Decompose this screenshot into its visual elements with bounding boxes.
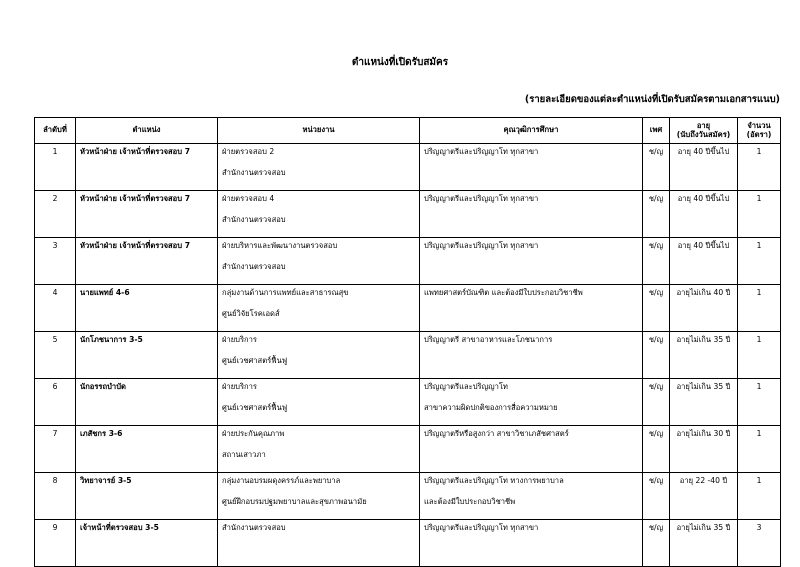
- page-subtitle: (รายละเอียดของแต่ละตำแหน่งที่เปิดรับสมัครตามเอกสารแนบ): [524, 94, 780, 105]
- cell-qualification: [420, 332, 643, 379]
- table-row: [35, 473, 781, 520]
- cell-qual-line2: และต้องมีใบประกอบวิชาชีพ: [424, 496, 516, 506]
- cell-position: หัวหน้าฝ่าย เจ้าหน้าที่ตรวจสอบ 7: [76, 238, 218, 285]
- cell-unit-line1: ฝ่ายบริหารและพัฒนางานตรวจสอบ: [222, 241, 338, 250]
- cell-count: 1: [738, 191, 781, 238]
- cell-no: 8: [35, 473, 76, 520]
- cell-no: 3: [35, 238, 76, 285]
- table-row: [35, 144, 781, 191]
- cell-unit: [218, 332, 420, 379]
- cell-qualification: [420, 426, 643, 473]
- cell-age: อายุไม่เกิน 35 ปี: [670, 520, 738, 567]
- cell-sex: ช/ญ: [643, 473, 670, 520]
- cell-unit-line1: กลุ่มงานด้านการแพทย์และสาธารณสุข: [222, 288, 349, 297]
- header-count-line2: (อัตรา): [746, 129, 772, 139]
- cell-position: วิทยาจารย์ 3-5: [76, 473, 218, 520]
- cell-sex: ช/ญ: [643, 426, 670, 473]
- table-row: [35, 379, 781, 426]
- table-row: [35, 426, 781, 473]
- cell-unit-line2: สำนักงานตรวจสอบ: [222, 261, 286, 271]
- cell-count: 1: [738, 144, 781, 191]
- cell-qual-line1: ปริญญาตรีหรือสูงกว่า สาขาวิชาเภสัชศาสตร์: [424, 429, 569, 438]
- table-row: [35, 332, 781, 379]
- header-age-line1: อายุ: [696, 120, 711, 130]
- positions-table: [34, 117, 781, 567]
- cell-no: 7: [35, 426, 76, 473]
- cell-qualification: [420, 285, 643, 332]
- cell-qual-line1: ปริญญาตรีและปริญญาโท: [424, 382, 508, 391]
- header-count-line1: จำนวน: [747, 120, 771, 130]
- cell-qual-line1: ปริญญาตรีและปริญญาโท ทุกสาขา: [424, 241, 539, 250]
- cell-qualification: [420, 238, 643, 285]
- header-position: ตำแหน่ง: [76, 118, 218, 144]
- cell-count: 1: [738, 426, 781, 473]
- header-qualification: คุณวุฒิการศึกษา: [420, 118, 643, 144]
- cell-unit-line2: ศูนย์ฝึกอบรมปฐมพยาบาลและสุขภาพอนามัย: [222, 496, 367, 506]
- cell-qual-line1: ปริญญาตรีและปริญญาโท ทางการพยาบาล: [424, 476, 564, 485]
- header-count: [738, 118, 781, 144]
- cell-age: อายุไม่เกิน 40 ปี: [670, 285, 738, 332]
- cell-age: อายุ 40 ปีขึ้นไป: [670, 238, 738, 285]
- cell-age: อายุ 40 ปีขึ้นไป: [670, 191, 738, 238]
- cell-position: หัวหน้าฝ่าย เจ้าหน้าที่ตรวจสอบ 7: [76, 144, 218, 191]
- cell-unit: [218, 144, 420, 191]
- cell-no: 1: [35, 144, 76, 191]
- cell-sex: ช/ญ: [643, 379, 670, 426]
- cell-sex: ช/ญ: [643, 191, 670, 238]
- cell-count: 3: [738, 520, 781, 567]
- cell-sex: ช/ญ: [643, 238, 670, 285]
- cell-count: 1: [738, 238, 781, 285]
- cell-position: นักโภชนาการ 3-5: [76, 332, 218, 379]
- cell-position: นักอรรถบำบัด: [76, 379, 218, 426]
- cell-unit: [218, 520, 420, 567]
- cell-unit-line1: สำนักงานตรวจสอบ: [222, 523, 286, 532]
- cell-age: อายุ 22 -40 ปี: [670, 473, 738, 520]
- cell-qual-line1: ปริญญาตรีและปริญญาโท ทุกสาขา: [424, 523, 539, 532]
- cell-unit-line1: ฝ่ายบริการ: [222, 335, 258, 344]
- cell-count: 1: [738, 473, 781, 520]
- cell-unit-line2: ศูนย์เวชศาสตร์ฟื้นฟู: [222, 402, 288, 412]
- cell-qual-line1: ปริญญาตรีและปริญญาโท ทุกสาขา: [424, 147, 539, 156]
- cell-age: อายุไม่เกิน 30 ปี: [670, 426, 738, 473]
- cell-no: 5: [35, 332, 76, 379]
- page-title: ตำแหน่งที่เปิดรับสมัคร: [351, 57, 449, 68]
- cell-count: 1: [738, 379, 781, 426]
- cell-no: 6: [35, 379, 76, 426]
- cell-unit-line2: ศูนย์เวชศาสตร์ฟื้นฟู: [222, 355, 288, 365]
- cell-unit-line1: กลุ่มงานอบรมผดุงครรภ์และพยาบาล: [222, 476, 341, 485]
- table-row: [35, 285, 781, 332]
- cell-no: 4: [35, 285, 76, 332]
- cell-qual-line1: แพทยศาสตร์บัณฑิต และต้องมีใบประกอบวิชาชีพ: [424, 288, 583, 297]
- cell-unit: [218, 379, 420, 426]
- cell-qualification: [420, 379, 643, 426]
- table-row: [35, 191, 781, 238]
- cell-count: 1: [738, 332, 781, 379]
- cell-sex: ช/ญ: [643, 285, 670, 332]
- cell-unit: [218, 426, 420, 473]
- cell-sex: ช/ญ: [643, 332, 670, 379]
- cell-position: เจ้าหน้าที่ตรวจสอบ 3-5: [76, 520, 218, 567]
- cell-qual-line1: ปริญญาตรีและปริญญาโท ทุกสาขา: [424, 194, 539, 203]
- header-sex: เพศ: [643, 118, 670, 144]
- cell-unit-line2: สถานเสาวภา: [222, 449, 266, 459]
- header-age-line2: (นับถึงวันสมัคร): [676, 129, 731, 139]
- cell-qualification: [420, 144, 643, 191]
- cell-unit-line1: ฝ่ายตรวจสอบ 2: [222, 147, 275, 156]
- cell-sex: ช/ญ: [643, 144, 670, 191]
- cell-unit-line1: ฝ่ายประกันคุณภาพ: [222, 429, 285, 438]
- table-row: [35, 520, 781, 567]
- cell-qualification: [420, 191, 643, 238]
- cell-unit-line2: สำนักงานตรวจสอบ: [222, 167, 286, 177]
- cell-unit-line2: สำนักงานตรวจสอบ: [222, 214, 286, 224]
- cell-qualification: [420, 473, 643, 520]
- cell-unit-line2: ศูนย์วิจัยโรคเอดส์: [222, 308, 280, 318]
- cell-age: อายุไม่เกิน 35 ปี: [670, 379, 738, 426]
- cell-no: 9: [35, 520, 76, 567]
- header-no: ลำดับที่: [35, 118, 76, 144]
- table-header-row: [35, 118, 781, 144]
- cell-no: 2: [35, 191, 76, 238]
- cell-sex: ช/ญ: [643, 520, 670, 567]
- cell-unit: [218, 285, 420, 332]
- cell-unit: [218, 191, 420, 238]
- cell-count: 1: [738, 285, 781, 332]
- table-row: [35, 238, 781, 285]
- cell-qual-line1: ปริญญาตรี สาขาอาหารและโภชนาการ: [424, 335, 553, 344]
- cell-qualification: [420, 520, 643, 567]
- cell-unit-line1: ฝ่ายบริการ: [222, 382, 258, 391]
- cell-qual-line2: สาขาความผิดปกติของการสื่อความหมาย: [424, 402, 558, 412]
- header-age: [670, 118, 738, 144]
- cell-unit-line1: ฝ่ายตรวจสอบ 4: [222, 194, 275, 203]
- header-unit: หน่วยงาน: [218, 118, 420, 144]
- cell-age: อายุไม่เกิน 35 ปี: [670, 332, 738, 379]
- cell-position: หัวหน้าฝ่าย เจ้าหน้าที่ตรวจสอบ 7: [76, 191, 218, 238]
- cell-position: เภสัชกร 3-6: [76, 426, 218, 473]
- cell-unit: [218, 238, 420, 285]
- cell-unit: [218, 473, 420, 520]
- cell-position: นายแพทย์ 4-6: [76, 285, 218, 332]
- cell-age: อายุ 40 ปีขึ้นไป: [670, 144, 738, 191]
